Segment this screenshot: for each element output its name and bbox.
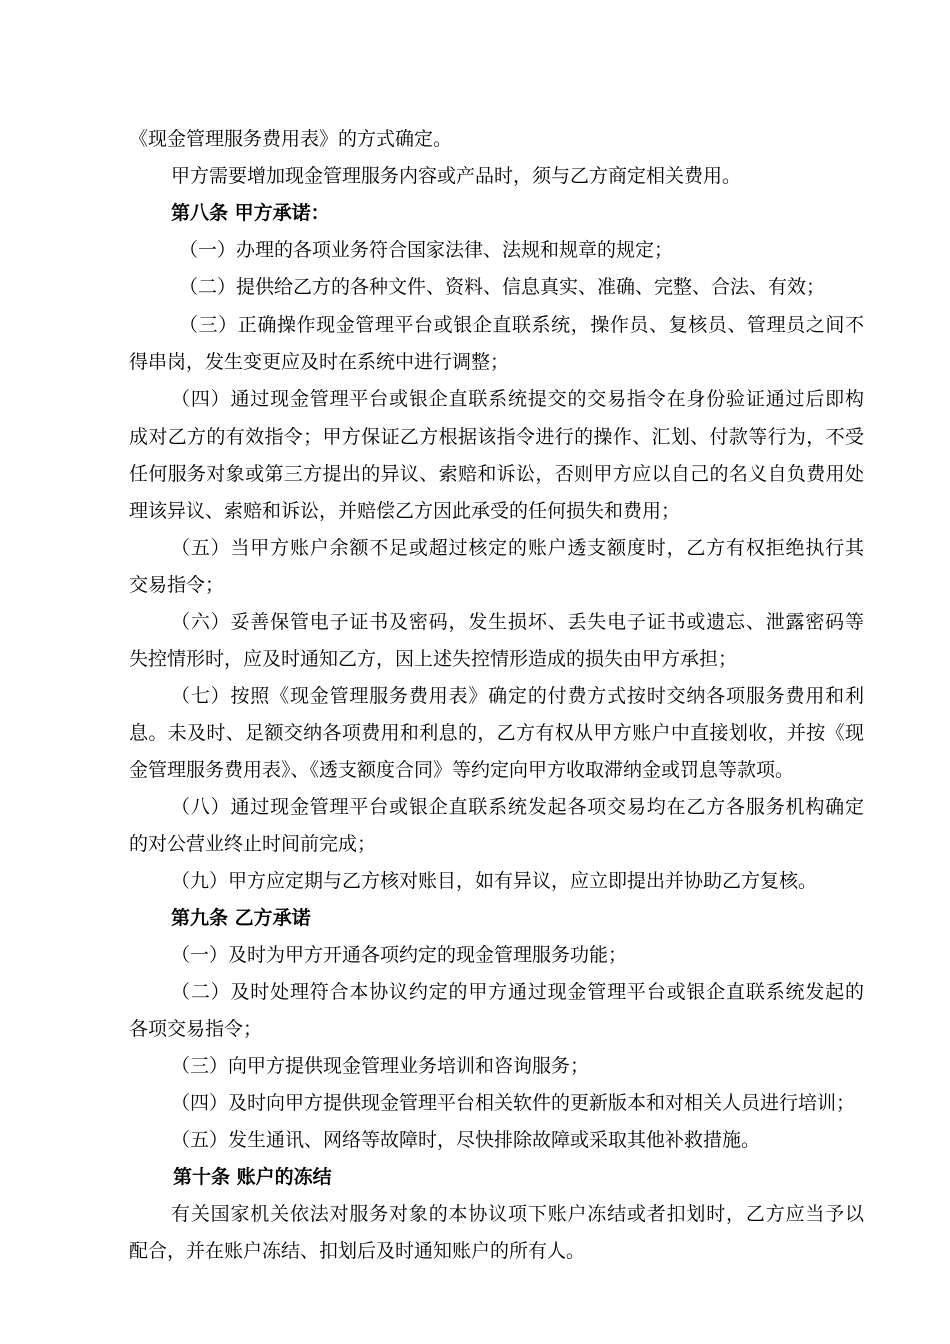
paragraph-line: 得串岗，发生变更应及时在系统中进行调整； bbox=[129, 351, 510, 373]
paragraph-line: 金管理服务费用表》、《透支额度合同》等约定向甲方收取滞纳金或罚息等款项。 bbox=[129, 759, 795, 781]
paragraph-line: （五）发生通讯、网络等故障时，尽快排除故障或采取其他补救措施。 bbox=[171, 1129, 761, 1151]
paragraph-line: 失控情形时，应及时通知乙方，因上述失控情形造成的损失由甲方承担； bbox=[129, 648, 738, 670]
paragraph-line: （六）妥善保管电子证书及密码，发生损坏、丢失电子证书或遗忘、泄露密码等 bbox=[171, 611, 864, 633]
paragraph-line: 成对乙方的有效指令；甲方保证乙方根据该指令进行的操作、汇划、付款等行为，不受 bbox=[129, 426, 864, 448]
paragraph-line: 《现金管理服务费用表》的方式确定。 bbox=[129, 128, 453, 150]
paragraph-line: （四）及时向甲方提供现金管理平台相关软件的更新版本和对相关人员进行培训； bbox=[171, 1092, 856, 1114]
paragraph-line: 理该异议、索赔和诉讼，并赔偿乙方因此承受的任何损失和费用； bbox=[129, 500, 681, 522]
paragraph-line: （一）及时为甲方开通各项约定的现金管理服务功能； bbox=[171, 944, 628, 966]
paragraph-line: 息。未及时、足额交纳各项费用和利息的，乙方有权从甲方账户中直接划收，并按《现 bbox=[129, 722, 864, 744]
paragraph-line: 有关国家机关依法对服务对象的本协议项下账户冻结或者扣划时，乙方应当予以 bbox=[171, 1203, 864, 1225]
paragraph-line: 各项交易指令； bbox=[129, 1018, 263, 1040]
paragraph-line: （一）办理的各项业务符合国家法律、法规和规章的规定； bbox=[179, 239, 674, 261]
paragraph-line: （三）向甲方提供现金管理业务培训和咨询服务； bbox=[171, 1055, 590, 1077]
section-heading-10: 第十条 账户的冻结 bbox=[173, 1166, 332, 1188]
paragraph-line: 甲方需要增加现金管理服务内容或产品时，须与乙方商定相关费用。 bbox=[171, 165, 742, 187]
section-heading-8: 第八条 甲方承诺： bbox=[171, 202, 330, 224]
paragraph-line: 任何服务对象或第三方提出的异议、索赔和诉讼，否则甲方应以自己的名义自负费用处 bbox=[129, 463, 864, 485]
paragraph-line: （五）当甲方账户余额不足或超过核定的账户透支额度时，乙方有权拒绝执行其 bbox=[171, 537, 864, 559]
paragraph-line: （二）提供给乙方的各种文件、资料、信息真实、准确、完整、合法、有效； bbox=[179, 276, 826, 298]
paragraph-line: （九）甲方应定期与乙方核对账目，如有异议，应立即提出并协助乙方复核。 bbox=[171, 870, 818, 892]
paragraph-line: （二）及时处理符合本协议约定的甲方通过现金管理平台或银企直联系统发起的 bbox=[171, 981, 864, 1003]
paragraph-line: 交易指令； bbox=[129, 574, 225, 596]
paragraph-line: （七）按照《现金管理服务费用表》确定的付费方式按时交纳各项服务费用和利 bbox=[171, 685, 864, 707]
paragraph-line: 的对公营业终止时间前完成； bbox=[129, 833, 377, 855]
paragraph-line: （四）通过现金管理平台或银企直联系统提交的交易指令在身份验证通过后即构 bbox=[171, 388, 864, 410]
paragraph-line: 配合，并在账户冻结、扣划后及时通知账户的所有人。 bbox=[129, 1240, 586, 1262]
paragraph-line: （八）通过现金管理平台或银企直联系统发起各项交易均在乙方各服务机构确定 bbox=[171, 796, 864, 818]
paragraph-line: （三）正确操作现金管理平台或银企直联系统，操作员、复核员、管理员之间不 bbox=[179, 314, 864, 336]
section-heading-9: 第九条 乙方承诺 bbox=[171, 907, 311, 929]
